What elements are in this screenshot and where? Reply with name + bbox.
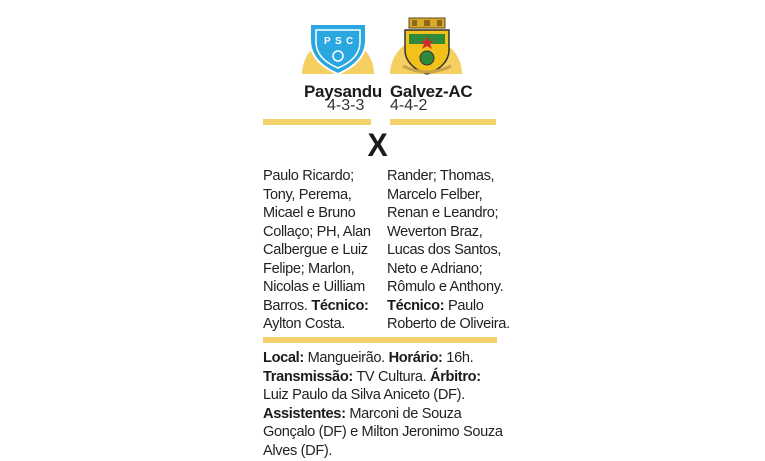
away-lineup: [387, 167, 511, 334]
crest-letter-p: P: [324, 36, 331, 47]
local-label: Local:: [263, 350, 304, 366]
home-coach-label: Técnico:: [311, 297, 369, 314]
assistants-value: Marconi de Souza Gonçalo (DF) e Milton Jeronimo Souza Alves (DF).: [263, 405, 503, 459]
versus-mark: X: [367, 127, 388, 163]
home-header-bar: [263, 119, 371, 125]
home-coach-name: Aylton Costa.: [263, 316, 345, 332]
broadcast-label: Transmissão:: [263, 368, 353, 385]
home-team-name: Paysandu: [304, 82, 382, 101]
away-team-name: Galvez-AC: [390, 82, 473, 101]
galvez-crest-icon: [399, 16, 455, 76]
away-header-bar: [390, 119, 496, 125]
away-coach-name: Paulo Roberto de Oliveira.: [387, 297, 510, 332]
home-lineup-players: Paulo Ricardo; Tony, Perema, Micael e Bruno Collaço; PH, Alan Calbergue e Luiz Felipe; Marlon, Nicolas e Uilliam Barros.: [263, 168, 371, 314]
info-divider-bar: [263, 337, 497, 343]
referee-label: Árbitro:: [430, 368, 481, 385]
match-info: [263, 349, 503, 461]
home-lineup: [263, 167, 381, 334]
broadcast-value: TV Cultura.: [356, 368, 427, 385]
assistants-label: Assistentes:: [263, 405, 346, 422]
crest-letter-c: C: [346, 36, 354, 47]
time-value: 16h.: [446, 350, 474, 366]
away-formation: 4-4-2: [390, 97, 428, 114]
home-formation: 4-3-3: [327, 97, 365, 114]
away-coach-label: Técnico:: [387, 297, 445, 314]
away-lineup-players: Rander; Thomas, Marcelo Felber, Renan e Leandro; Weverton Braz, Lucas dos Santos, Neto e Adriano; Rômulo e Anthony.: [387, 168, 504, 295]
time-label: Horário:: [388, 350, 443, 366]
referee-value: Luiz Paulo da Silva Aniceto (DF).: [263, 387, 465, 404]
paysandu-crest-icon: [306, 18, 370, 76]
local-value: Mangueirão.: [307, 350, 385, 366]
crest-letter-s: S: [335, 36, 342, 47]
